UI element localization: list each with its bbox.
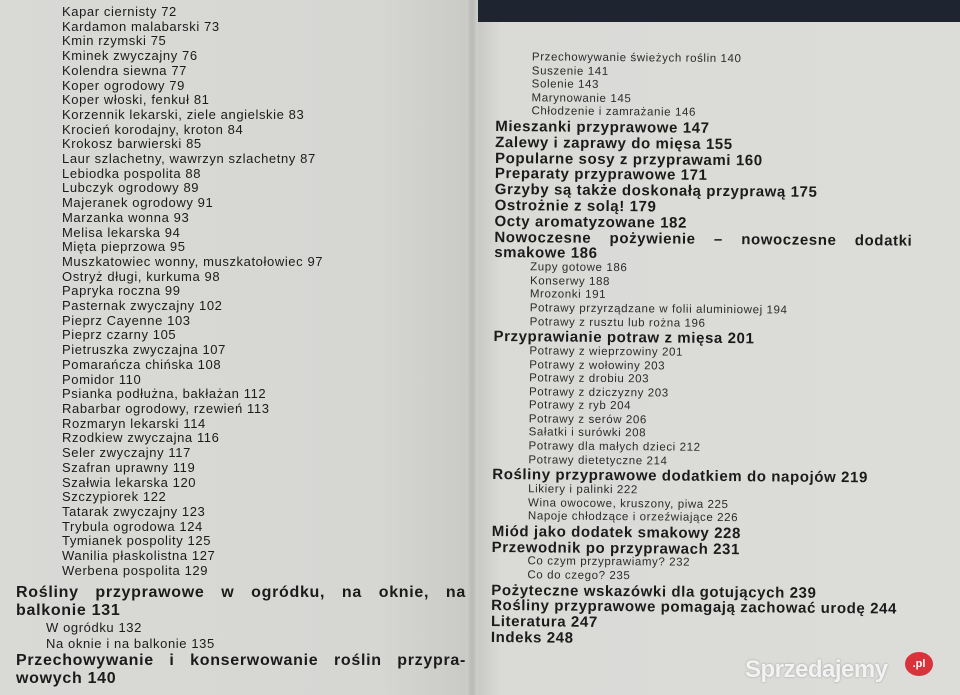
toc-heading: Rośliny przyprawowe dodatkiem do napojów 219 bbox=[492, 466, 869, 487]
toc-item: Kmin rzymski 75 bbox=[62, 33, 167, 49]
toc-item: Marzanka wonna 93 bbox=[62, 209, 190, 225]
toc-item: Melisa lekarska 94 bbox=[62, 224, 181, 240]
toc-heading: Przyprawianie potraw z mięsa 201 bbox=[493, 328, 755, 348]
right-toc-list bbox=[491, 51, 946, 650]
toc-item: Kolendra siewna 77 bbox=[62, 62, 187, 78]
toc-subitem: W ogródku 132 bbox=[46, 620, 142, 635]
toc-heading: Pożyteczne wskazówki dla gotujących 239 bbox=[491, 581, 817, 602]
toc-item: Rzodkiew zwyczajna 116 bbox=[62, 430, 220, 446]
toc-subitem: Przechowywanie świeżych roślin 140 bbox=[531, 51, 742, 66]
toc-heading: Nowoczesne pożywienie – nowoczesne dodatki bbox=[494, 228, 913, 250]
toc-item: Krocień korodajny, kroton 84 bbox=[62, 121, 244, 137]
toc-item: Wanilia płaskolistna 127 bbox=[62, 548, 216, 564]
toc-item: Korzennik lekarski, ziele angielskie 83 bbox=[62, 106, 305, 122]
toc-item: Koper ogrodowy 79 bbox=[62, 77, 185, 93]
toc-item: Rozmaryn lekarski 114 bbox=[62, 415, 206, 431]
toc-item: Tatarak zwyczajny 123 bbox=[62, 503, 206, 519]
toc-item: Seler zwyczajny 117 bbox=[62, 445, 191, 461]
toc-item: Szałwia lekarska 120 bbox=[62, 474, 197, 490]
toc-heading: Popularne sosy z przyprawami 160 bbox=[494, 149, 763, 169]
toc-subitem: Co czym przyprawiamy? 232 bbox=[527, 555, 691, 570]
book-gutter bbox=[466, 0, 478, 695]
toc-heading: Literatura 247 bbox=[490, 613, 598, 632]
toc-item: Pieprz czarny 105 bbox=[62, 327, 177, 343]
toc-subitem: Solenie 143 bbox=[531, 78, 600, 92]
toc-item: Papryka roczna 99 bbox=[62, 283, 181, 299]
toc-item: Koper włoski, fenkuł 81 bbox=[62, 92, 210, 108]
toc-subitem: Co do czego? 235 bbox=[527, 569, 631, 583]
toc-heading: Rośliny przyprawowe w ogródku, na oknie, na bbox=[16, 584, 466, 601]
toc-subitem: Mrozonki 191 bbox=[529, 288, 607, 302]
toc-item: Pietruszka zwyczajna 107 bbox=[62, 342, 226, 358]
toc-subitem: Potrawy z serów 206 bbox=[528, 413, 647, 427]
toc-subitem: Potrawy dietetyczne 214 bbox=[528, 453, 668, 468]
toc-subitem: Marynowanie 145 bbox=[531, 92, 632, 105]
toc-subitem: Zupy gotowe 186 bbox=[530, 261, 628, 275]
toc-item: Lubczyk ogrodowy 89 bbox=[62, 180, 200, 196]
toc-item: Szczypiorek 122 bbox=[62, 489, 167, 505]
toc-item: Pomidor 110 bbox=[62, 371, 142, 387]
watermark-logo: Sprzedajemy bbox=[745, 656, 888, 683]
toc-item: Laur szlachetny, wawrzyn szlachetny 87 bbox=[62, 151, 316, 167]
toc-heading: Octy aromatyzowane 182 bbox=[494, 212, 688, 232]
toc-heading: Miód jako dodatek smakowy 228 bbox=[491, 522, 742, 542]
toc-item: Kminek zwyczajny 76 bbox=[62, 48, 198, 64]
toc-subitem: Potrawy z drobiu 203 bbox=[529, 372, 650, 386]
toc-subitem: Potrawy z wołowiny 203 bbox=[529, 358, 666, 372]
toc-item: Krokosz barwierski 85 bbox=[62, 136, 202, 152]
toc-heading: Przechowywanie i konserwowanie roślin przypra- bbox=[16, 652, 466, 669]
toc-heading-cont: smakowe 186 bbox=[494, 244, 598, 263]
toc-heading: Grzyby są także doskonałą przyprawą 175 bbox=[494, 181, 818, 201]
toc-item: Lebiodka pospolita 88 bbox=[62, 165, 202, 181]
toc-subitem: Potrawy z rusztu lub rożna 196 bbox=[529, 315, 706, 330]
toc-subitem: Chłodzenie i zamrażanie 146 bbox=[531, 105, 697, 120]
toc-heading-cont: balkonie 131 bbox=[16, 602, 121, 619]
toc-item: Mięta pieprzowa 95 bbox=[62, 239, 186, 255]
toc-subitem: Na oknie i na balkonie 135 bbox=[46, 636, 215, 651]
toc-subitem: Likiery i palinki 222 bbox=[528, 483, 638, 497]
toc-heading: Ostrożnie z solą! 179 bbox=[494, 196, 657, 216]
left-toc-headings bbox=[16, 584, 466, 688]
toc-item: Kapar ciernisty 72 bbox=[62, 4, 177, 19]
toc-item: Ostryż długi, kurkuma 98 bbox=[62, 268, 221, 284]
toc-subitem: Potrawy z ryb 204 bbox=[528, 399, 632, 413]
toc-subitem: Potrawy z dziczyzny 203 bbox=[528, 385, 669, 400]
toc-heading: Mieszanki przyprawowe 147 bbox=[495, 117, 710, 137]
toc-item: Rabarbar ogrodowy, rzewień 113 bbox=[62, 400, 270, 416]
toc-item: Werbena pospolita 129 bbox=[62, 562, 209, 578]
toc-heading-cont: wowych 140 bbox=[16, 670, 117, 687]
watermark-badge: .pl bbox=[905, 652, 933, 676]
toc-heading: Zalewy i zaprawy do mięsa 155 bbox=[495, 133, 733, 153]
toc-item: Muszkatowiec wonny, muszkatołowiec 97 bbox=[62, 253, 324, 269]
toc-subitem: Sałatki i surówki 208 bbox=[528, 426, 647, 440]
toc-item: Kardamon malabarski 73 bbox=[62, 18, 220, 34]
toc-item: Psianka podłużna, bakłażan 112 bbox=[62, 386, 267, 402]
left-toc-list bbox=[62, 5, 462, 578]
toc-heading: Przewodnik po przyprawach 231 bbox=[491, 538, 741, 558]
toc-subitem: Napoje chłodzące i orzeźwiające 226 bbox=[527, 510, 739, 525]
toc-subitem: Potrawy z wieprzowiny 201 bbox=[529, 345, 684, 359]
toc-item: Pomarańcza chińska 108 bbox=[62, 356, 222, 372]
toc-heading: Rośliny przyprawowe pomagają zachować urodę 244 bbox=[491, 597, 898, 618]
toc-item: Pieprz Cayenne 103 bbox=[62, 312, 191, 328]
toc-subitem: Potrawy przyrządzane w folii aluminiowej 194 bbox=[529, 302, 788, 317]
toc-subitem: Suszenie 141 bbox=[531, 64, 609, 78]
toc-subitem: Potrawy dla małych dzieci 212 bbox=[528, 440, 701, 454]
toc-heading: Indeks 248 bbox=[490, 628, 574, 647]
toc-heading: Preparaty przyprawowe 171 bbox=[494, 165, 708, 185]
toc-item: Pasternak zwyczajny 102 bbox=[62, 298, 223, 314]
toc-item: Szafran uprawny 119 bbox=[62, 459, 196, 475]
toc-item: Majeranek ogrodowy 91 bbox=[62, 195, 214, 211]
toc-subitem: Wina owocowe, kruszony, piwa 225 bbox=[528, 496, 729, 511]
toc-subitem: Konserwy 188 bbox=[529, 275, 611, 288]
toc-item: Tymianek pospolity 125 bbox=[62, 533, 212, 549]
toc-item: Trybula ogrodowa 124 bbox=[62, 518, 203, 534]
